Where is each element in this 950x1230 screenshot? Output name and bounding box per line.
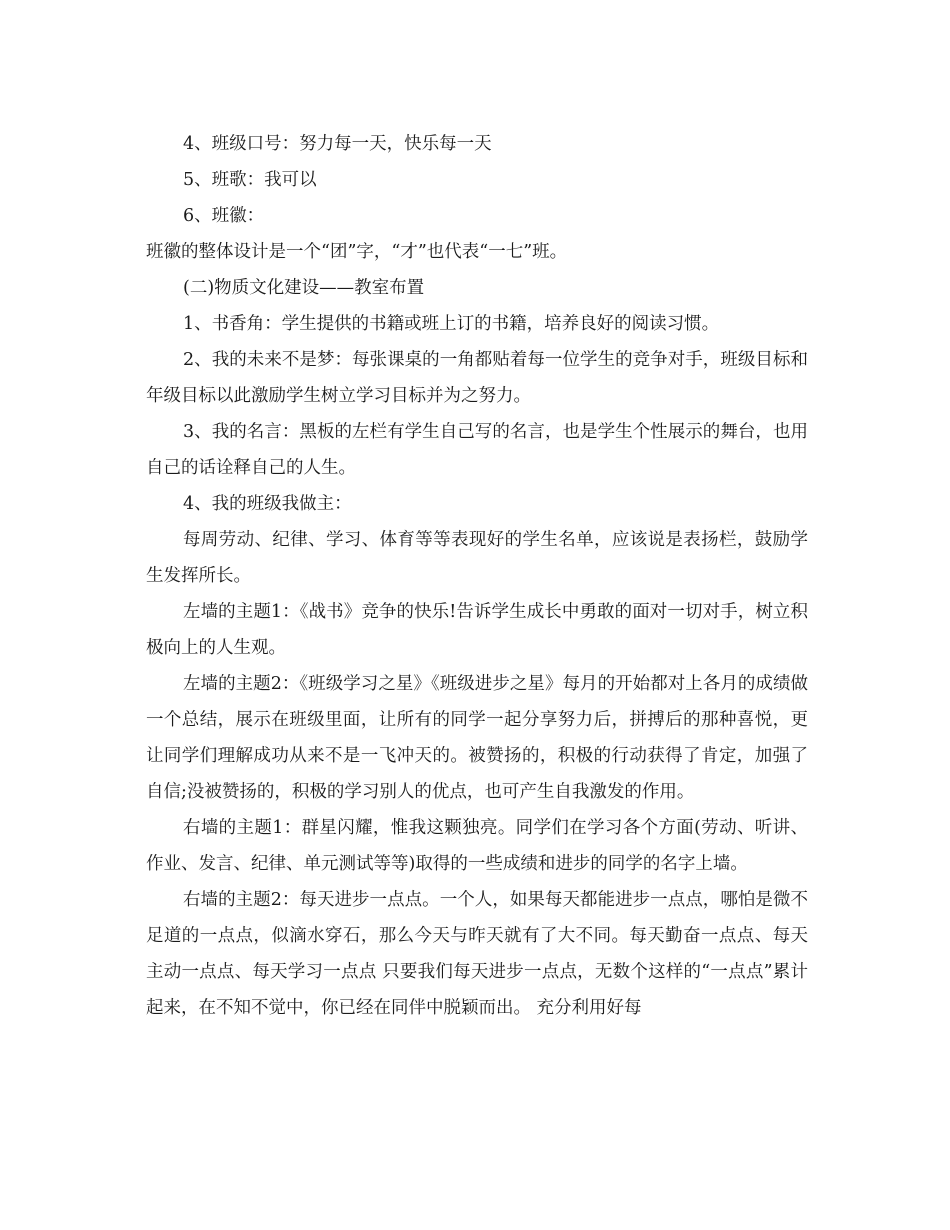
paragraph-my-class-heading: 4、我的班级我做主： (183, 494, 352, 514)
paragraph-book-corner: 1、书香角：学生提供的书籍或班上订的书籍，培养良好的阅读习惯。 (183, 314, 720, 334)
paragraph-my-motto: 3、我的名言：黑板的左栏有学生自己写的名言，也是学生个性展示的舞台，也用自己的话诠释自己的人生。 (146, 422, 808, 478)
paragraph-left-wall-theme-1: 左墙的主题1：《战书》竞争的快乐!告诉学生成长中勇敢的面对一切对手，树立积极向上的人生观。 (146, 602, 808, 658)
document-body (146, 126, 808, 1026)
paragraph-future-dream: 2、我的未来不是梦：每张课桌的一角都贴着每一位学生的竞争对手，班级目标和年级目标以此激励学生树立学习目标并为之努力。 (146, 350, 808, 406)
paragraph-class-song: 5、班歌：我可以 (183, 170, 317, 190)
paragraph-class-emblem-desc: 班徽的整体设计是一个“团”字，“才”也代表“一七”班。 (146, 242, 568, 262)
paragraph-class-emblem-heading: 6、班徽： (183, 206, 265, 226)
section-heading-material-culture: (二)物质文化建设——教室布置 (183, 278, 425, 298)
paragraph-weekly-list: 每周劳动、纪律、学习、体育等等表现好的学生名单，应该说是表扬栏，鼓励学生发挥所长。 (146, 530, 808, 586)
paragraph-class-slogan: 4、班级口号：努力每一天，快乐每一天 (183, 134, 492, 154)
paragraph-right-wall-theme-1: 右墙的主题1：群星闪耀，惟我这颗独亮。同学们在学习各个方面(劳动、听讲、作业、发言、纪律、单元测试等等)取得的一些成绩和进步的同学的名字上墙。 (146, 818, 808, 874)
paragraph-left-wall-theme-2: 左墙的主题2：《班级学习之星》《班级进步之星》每月的开始都对上各月的成绩做一个总结，展示在班级里面，让所有的同学一起分享努力后，拼搏后的那种喜悦，更让同学们理解成功从来不是一飞冲天的。被赞扬的，积极的行动获得了肯定，加强了自信;没被赞扬的，积极的学习别人的优点，也可产生自我激发的作用。 (146, 674, 808, 802)
paragraph-right-wall-theme-2: 右墙的主题2：每天进步一点点。一个人，如果每天都能进步一点点，哪怕是微不足道的一点点，似滴水穿石，那么今天与昨天就有了大不同。每天勤奋一点点、每天主动一点点、每天学习一点点 只要我们每天进步一点点，无数个这样的“一点点”累计起来，在不知不觉中，你已经在同伴中脱颖而出。 充分利用好每 (146, 890, 808, 1018)
